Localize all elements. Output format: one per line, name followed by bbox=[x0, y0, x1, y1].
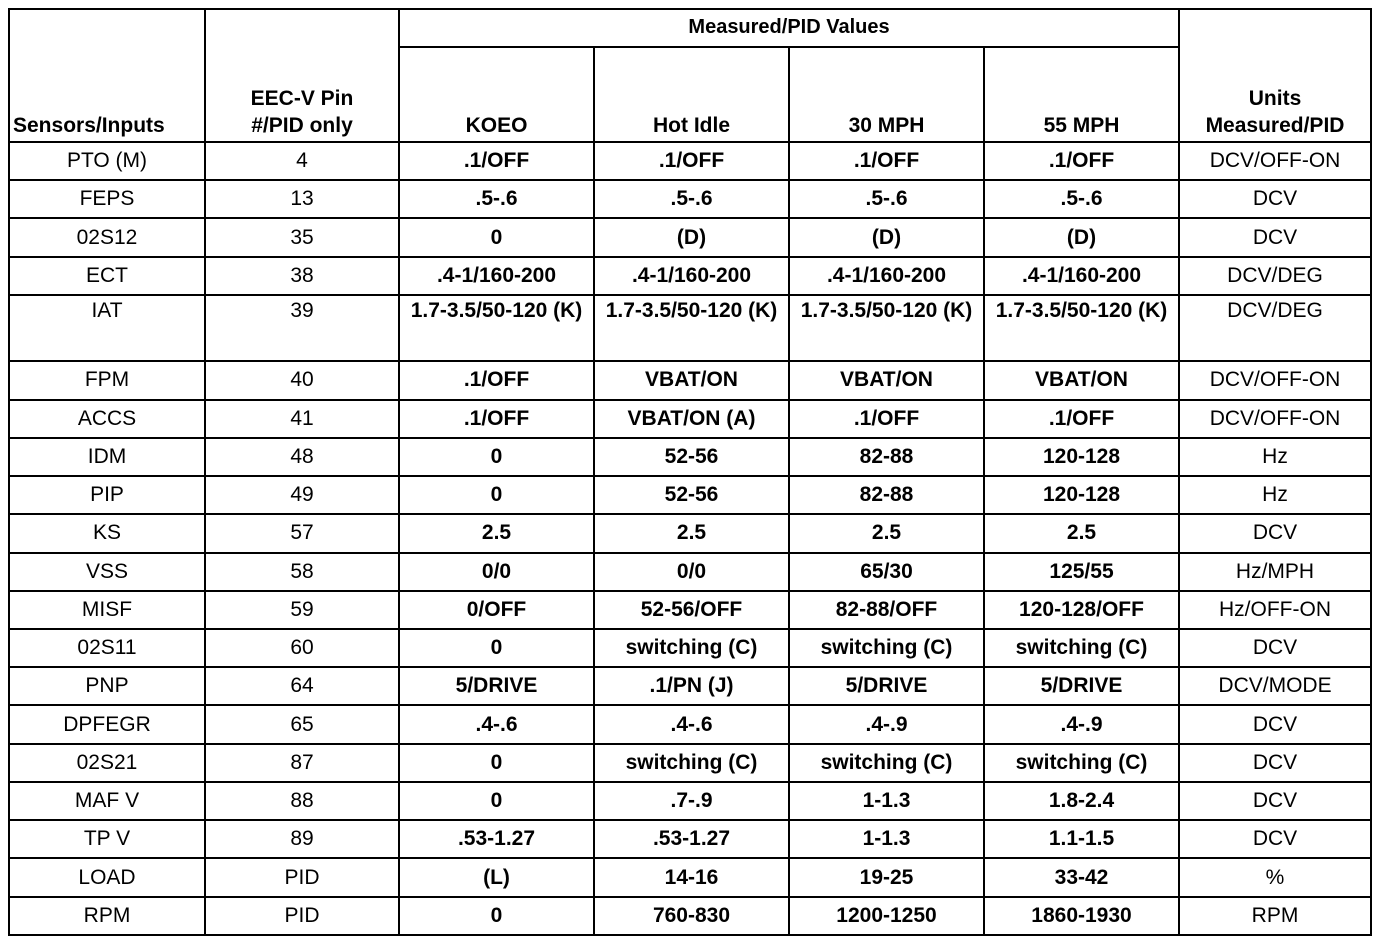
mph30-cell: 2.5 bbox=[789, 514, 984, 552]
sensor-cell: IDM bbox=[9, 438, 205, 476]
units-cell: DCV/DEG bbox=[1179, 295, 1371, 361]
units-cell: DCV bbox=[1179, 629, 1371, 667]
koeo-cell: 2.5 bbox=[399, 514, 594, 552]
sensor-cell: 02S21 bbox=[9, 744, 205, 782]
header-koeo: KOEO bbox=[399, 47, 594, 142]
table-row bbox=[9, 514, 1371, 552]
header-units bbox=[1179, 9, 1371, 142]
units-cell: DCV bbox=[1179, 705, 1371, 743]
hot-idle-cell: switching (C) bbox=[594, 629, 789, 667]
mph30-cell: 82-88/OFF bbox=[789, 591, 984, 629]
units-cell: Hz bbox=[1179, 438, 1371, 476]
hot-idle-cell: .53-1.27 bbox=[594, 820, 789, 858]
units-cell: DCV/OFF-ON bbox=[1179, 142, 1371, 180]
hot-idle-cell: .1/PN (J) bbox=[594, 667, 789, 705]
pin-cell: 65 bbox=[205, 705, 399, 743]
pin-cell: 38 bbox=[205, 257, 399, 295]
hot-idle-cell: VBAT/ON (A) bbox=[594, 400, 789, 438]
pin-cell: 39 bbox=[205, 295, 399, 361]
hot-idle-cell: 2.5 bbox=[594, 514, 789, 552]
koeo-cell: 0/0 bbox=[399, 553, 594, 591]
table-row bbox=[9, 438, 1371, 476]
hot-idle-cell: 0/0 bbox=[594, 553, 789, 591]
koeo-cell: .4-1/160-200 bbox=[399, 257, 594, 295]
sensor-cell: IAT bbox=[9, 295, 205, 361]
table-row bbox=[9, 476, 1371, 514]
koeo-cell: 0 bbox=[399, 218, 594, 256]
mph30-cell: 1200-1250 bbox=[789, 897, 984, 935]
table-row bbox=[9, 820, 1371, 858]
pin-cell: PID bbox=[205, 858, 399, 896]
mph55-cell: .4-1/160-200 bbox=[984, 257, 1179, 295]
koeo-cell: 0 bbox=[399, 476, 594, 514]
koeo-cell: 0 bbox=[399, 744, 594, 782]
mph55-cell: .4-.9 bbox=[984, 705, 1179, 743]
hot-idle-cell: 1.7-3.5/50-120 (K) bbox=[594, 295, 789, 361]
pin-cell: 48 bbox=[205, 438, 399, 476]
table-row bbox=[9, 782, 1371, 820]
koeo-cell: (L) bbox=[399, 858, 594, 896]
table-row bbox=[9, 591, 1371, 629]
sensor-cell: PNP bbox=[9, 667, 205, 705]
koeo-cell: 0/OFF bbox=[399, 591, 594, 629]
units-cell: DCV bbox=[1179, 782, 1371, 820]
header-55mph: 55 MPH bbox=[984, 47, 1179, 142]
table-row bbox=[9, 180, 1371, 218]
sensor-cell: PIP bbox=[9, 476, 205, 514]
pin-cell: 49 bbox=[205, 476, 399, 514]
koeo-cell: .5-.6 bbox=[399, 180, 594, 218]
table-header bbox=[9, 9, 1371, 142]
units-cell: DCV/DEG bbox=[1179, 257, 1371, 295]
units-cell: DCV bbox=[1179, 820, 1371, 858]
mph30-cell: 82-88 bbox=[789, 476, 984, 514]
pin-cell: 35 bbox=[205, 218, 399, 256]
mph55-cell: 33-42 bbox=[984, 858, 1179, 896]
header-sensors: Sensors/Inputs bbox=[9, 9, 205, 142]
mph55-cell: VBAT/ON bbox=[984, 361, 1179, 399]
hot-idle-cell: switching (C) bbox=[594, 744, 789, 782]
units-cell: DCV bbox=[1179, 744, 1371, 782]
mph30-cell: 1-1.3 bbox=[789, 820, 984, 858]
pin-cell: PID bbox=[205, 897, 399, 935]
pin-cell: 60 bbox=[205, 629, 399, 667]
sensor-cell: FEPS bbox=[9, 180, 205, 218]
mph55-cell: .1/OFF bbox=[984, 142, 1179, 180]
hot-idle-cell: 14-16 bbox=[594, 858, 789, 896]
table-row bbox=[9, 361, 1371, 399]
header-pin bbox=[205, 9, 399, 142]
sensor-cell: TP V bbox=[9, 820, 205, 858]
pin-cell: 41 bbox=[205, 400, 399, 438]
units-cell: DCV/OFF-ON bbox=[1179, 400, 1371, 438]
units-cell: Hz/MPH bbox=[1179, 553, 1371, 591]
koeo-cell: 0 bbox=[399, 438, 594, 476]
units-cell: Hz bbox=[1179, 476, 1371, 514]
sensor-cell: DPFEGR bbox=[9, 705, 205, 743]
mph55-cell: 1.7-3.5/50-120 (K) bbox=[984, 295, 1179, 361]
sensor-cell: RPM bbox=[9, 897, 205, 935]
hot-idle-cell: .4-.6 bbox=[594, 705, 789, 743]
sensor-cell: 02S12 bbox=[9, 218, 205, 256]
mph55-cell: 1.8-2.4 bbox=[984, 782, 1179, 820]
table-row bbox=[9, 858, 1371, 896]
header-measured-group: Measured/PID Values bbox=[399, 9, 1179, 47]
hot-idle-cell: .5-.6 bbox=[594, 180, 789, 218]
mph30-cell: .4-.9 bbox=[789, 705, 984, 743]
mph30-cell: 1.7-3.5/50-120 (K) bbox=[789, 295, 984, 361]
units-cell: DCV bbox=[1179, 218, 1371, 256]
sensor-cell: MAF V bbox=[9, 782, 205, 820]
table-row bbox=[9, 142, 1371, 180]
koeo-cell: 1.7-3.5/50-120 (K) bbox=[399, 295, 594, 361]
pin-cell: 13 bbox=[205, 180, 399, 218]
hot-idle-cell: .7-.9 bbox=[594, 782, 789, 820]
table-row bbox=[9, 629, 1371, 667]
pin-cell: 64 bbox=[205, 667, 399, 705]
units-cell: DCV/MODE bbox=[1179, 667, 1371, 705]
mph30-cell: 82-88 bbox=[789, 438, 984, 476]
sensor-cell: ECT bbox=[9, 257, 205, 295]
sensor-cell: LOAD bbox=[9, 858, 205, 896]
mph30-cell: VBAT/ON bbox=[789, 361, 984, 399]
mph55-cell: (D) bbox=[984, 218, 1179, 256]
hot-idle-cell: 52-56/OFF bbox=[594, 591, 789, 629]
table-row bbox=[9, 257, 1371, 295]
mph55-cell: switching (C) bbox=[984, 744, 1179, 782]
pin-cell: 4 bbox=[205, 142, 399, 180]
units-cell: % bbox=[1179, 858, 1371, 896]
mph30-cell: .1/OFF bbox=[789, 400, 984, 438]
hot-idle-cell: VBAT/ON bbox=[594, 361, 789, 399]
units-cell: DCV/OFF-ON bbox=[1179, 361, 1371, 399]
mph30-cell: .4-1/160-200 bbox=[789, 257, 984, 295]
table-row bbox=[9, 218, 1371, 256]
mph55-cell: 120-128/OFF bbox=[984, 591, 1179, 629]
mph55-cell: switching (C) bbox=[984, 629, 1179, 667]
units-cell: DCV bbox=[1179, 180, 1371, 218]
mph55-cell: 125/55 bbox=[984, 553, 1179, 591]
mph55-cell: 1.1-1.5 bbox=[984, 820, 1179, 858]
table-body bbox=[9, 142, 1371, 935]
koeo-cell: 0 bbox=[399, 782, 594, 820]
mph30-cell: 65/30 bbox=[789, 553, 984, 591]
mph30-cell: 19-25 bbox=[789, 858, 984, 896]
koeo-cell: .1/OFF bbox=[399, 142, 594, 180]
pin-cell: 40 bbox=[205, 361, 399, 399]
koeo-cell: .53-1.27 bbox=[399, 820, 594, 858]
mph30-cell: .1/OFF bbox=[789, 142, 984, 180]
mph30-cell: 5/DRIVE bbox=[789, 667, 984, 705]
koeo-cell: .1/OFF bbox=[399, 361, 594, 399]
mph55-cell: 1860-1930 bbox=[984, 897, 1179, 935]
koeo-cell: 5/DRIVE bbox=[399, 667, 594, 705]
sensor-cell: FPM bbox=[9, 361, 205, 399]
sensor-cell: MISF bbox=[9, 591, 205, 629]
mph55-cell: .1/OFF bbox=[984, 400, 1179, 438]
hot-idle-cell: .1/OFF bbox=[594, 142, 789, 180]
mph55-cell: 2.5 bbox=[984, 514, 1179, 552]
pin-cell: 59 bbox=[205, 591, 399, 629]
sensor-cell: ACCS bbox=[9, 400, 205, 438]
units-cell: Hz/OFF-ON bbox=[1179, 591, 1371, 629]
sensor-cell: 02S11 bbox=[9, 629, 205, 667]
table-row bbox=[9, 295, 1371, 361]
hot-idle-cell: (D) bbox=[594, 218, 789, 256]
units-cell: DCV bbox=[1179, 514, 1371, 552]
sensor-cell: PTO (M) bbox=[9, 142, 205, 180]
pin-cell: 88 bbox=[205, 782, 399, 820]
koeo-cell: .1/OFF bbox=[399, 400, 594, 438]
header-pin-label: EEC-V Pin #/PID only bbox=[250, 87, 354, 137]
table-row bbox=[9, 553, 1371, 591]
mph30-cell: 1-1.3 bbox=[789, 782, 984, 820]
table-row bbox=[9, 667, 1371, 705]
koeo-cell: 0 bbox=[399, 897, 594, 935]
mph55-cell: 5/DRIVE bbox=[984, 667, 1179, 705]
koeo-cell: .4-.6 bbox=[399, 705, 594, 743]
mph55-cell: 120-128 bbox=[984, 476, 1179, 514]
header-units-label: Units Measured/PID bbox=[1205, 87, 1345, 137]
koeo-cell: 0 bbox=[399, 629, 594, 667]
pin-cell: 87 bbox=[205, 744, 399, 782]
pid-values-table bbox=[8, 8, 1372, 936]
pin-cell: 57 bbox=[205, 514, 399, 552]
hot-idle-cell: 52-56 bbox=[594, 438, 789, 476]
mph55-cell: 120-128 bbox=[984, 438, 1179, 476]
hot-idle-cell: 760-830 bbox=[594, 897, 789, 935]
mph30-cell: switching (C) bbox=[789, 629, 984, 667]
pin-cell: 58 bbox=[205, 553, 399, 591]
header-30mph: 30 MPH bbox=[789, 47, 984, 142]
pin-cell: 89 bbox=[205, 820, 399, 858]
table-row bbox=[9, 744, 1371, 782]
table-row bbox=[9, 400, 1371, 438]
mph30-cell: switching (C) bbox=[789, 744, 984, 782]
sensor-cell: VSS bbox=[9, 553, 205, 591]
table-row bbox=[9, 705, 1371, 743]
mph30-cell: .5-.6 bbox=[789, 180, 984, 218]
table-row bbox=[9, 897, 1371, 935]
hot-idle-cell: .4-1/160-200 bbox=[594, 257, 789, 295]
sensor-cell: KS bbox=[9, 514, 205, 552]
hot-idle-cell: 52-56 bbox=[594, 476, 789, 514]
units-cell: RPM bbox=[1179, 897, 1371, 935]
mph55-cell: .5-.6 bbox=[984, 180, 1179, 218]
header-hot-idle: Hot Idle bbox=[594, 47, 789, 142]
mph30-cell: (D) bbox=[789, 218, 984, 256]
